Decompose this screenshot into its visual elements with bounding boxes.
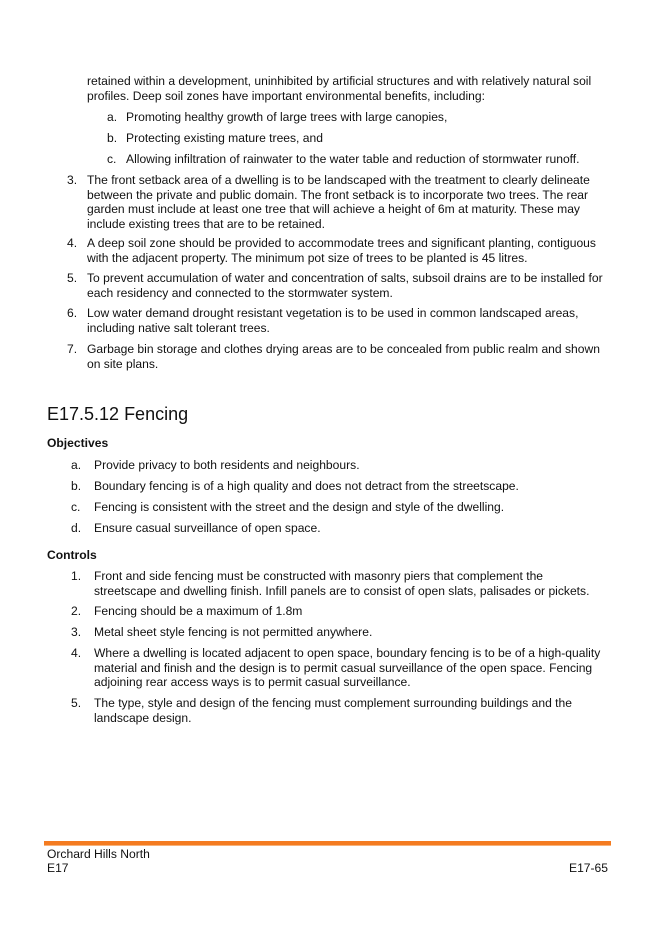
- list-item-line: adjoining rear access ways is to permit casual surveillance.: [94, 675, 411, 690]
- intro-list-item-5: [67, 271, 612, 301]
- list-marker: 3.: [71, 625, 82, 639]
- list-marker: a.: [107, 110, 118, 124]
- list-marker: c.: [71, 500, 81, 514]
- list-item-text: Boundary fencing is of a high quality and does not detract from the streetscape.: [94, 479, 519, 493]
- list-item-line: each residency and connected to the stormwater system.: [87, 285, 393, 300]
- list-item-line: include existing trees that are to be retained.: [87, 216, 325, 231]
- list-marker: d.: [71, 521, 82, 535]
- footer-document-name: Orchard Hills North: [47, 847, 150, 861]
- list-item-line: A deep soil zone should be provided to accommodate trees and significant planting, contiguous: [87, 236, 596, 250]
- list-item-line: The front setback area of a dwelling is to be landscaped with the treatment to clearly delineate: [87, 173, 590, 187]
- list-marker: 5.: [67, 271, 78, 285]
- intro-list-item-6: [67, 306, 612, 336]
- footer-section-code: E17: [47, 861, 69, 875]
- list-item-line: between the private and public domain. The front setback is to incorporate two trees. The rear: [87, 187, 589, 202]
- list-marker: 4.: [71, 646, 82, 660]
- list-item-line: Where a dwelling is located adjacent to open space, boundary fencing is to be of a high-quality: [94, 646, 601, 660]
- list-item-text: Allowing infiltration of rainwater to the water table and reduction of stormwater runoff.: [126, 152, 580, 166]
- list-item-line: Fencing should be a maximum of 1.8m: [94, 604, 303, 618]
- intro-paragraph-line-2: profiles. Deep soil zones have important environmental benefits, including:: [87, 89, 485, 103]
- intro-list-item-4: [67, 236, 612, 266]
- list-marker: 4.: [67, 236, 78, 250]
- control-item-5: [71, 696, 611, 726]
- controls-heading: Controls: [47, 548, 97, 562]
- footer-page-number: E17-65: [569, 861, 608, 875]
- intro-list-item-3: [67, 173, 612, 233]
- list-item-line: To prevent accumulation of water and concentration of salts, subsoil drains are to be installed for: [87, 271, 603, 285]
- list-item-line: Metal sheet style fencing is not permitted anywhere.: [94, 625, 373, 639]
- list-marker: b.: [107, 131, 118, 145]
- control-item-1: [71, 569, 611, 599]
- list-item-text: Promoting healthy growth of large trees with large canopies,: [126, 110, 448, 124]
- intro-list-item-7: [67, 342, 612, 372]
- section-heading: E17.5.12 Fencing: [47, 404, 189, 424]
- list-item-line: material and finish and the design is to permit casual surveillance of the open space. Fencing: [94, 660, 593, 675]
- list-item-text: Ensure casual surveillance of open space.: [94, 521, 321, 535]
- list-item-line: landscape design.: [94, 710, 192, 725]
- list-item-text: Fencing is consistent with the street and the design and style of the dwelling.: [94, 500, 505, 514]
- control-item-4: [71, 646, 611, 691]
- intro-paragraph-line-1: retained within a development, uninhibited by artificial structures and with relatively natural soil: [87, 74, 592, 88]
- list-marker: 6.: [67, 306, 78, 320]
- list-item-text: Provide privacy to both residents and neighbours.: [94, 458, 360, 472]
- list-marker: 5.: [71, 696, 82, 710]
- footer-rule-shadow: [44, 845, 611, 846]
- list-marker: c.: [107, 152, 117, 166]
- list-marker: a.: [71, 458, 82, 472]
- list-item-line: Garbage bin storage and clothes drying areas are to be concealed from public realm and shown: [87, 342, 600, 356]
- list-item-line: garden must include at least one tree that will achieve a height of 6m at maturity. These may: [87, 202, 580, 217]
- list-item-text: Protecting existing mature trees, and: [126, 131, 323, 145]
- list-item-line: Low water demand drought resistant vegetation is to be used in common landscaped areas,: [87, 306, 579, 320]
- objectives-heading: Objectives: [47, 436, 109, 450]
- list-marker: 3.: [67, 173, 78, 187]
- list-marker: 1.: [71, 569, 82, 583]
- list-marker: 2.: [71, 604, 82, 618]
- list-item-line: Front and side fencing must be constructed with masonry piers that complement the: [94, 569, 544, 583]
- list-item-line: with the adjacent property. The minimum pot size of trees to be planted is 45 litres.: [87, 250, 528, 265]
- list-item-line: The type, style and design of the fencing must complement surrounding buildings and the: [94, 696, 572, 710]
- list-item-line: including native salt tolerant trees.: [87, 320, 270, 335]
- list-item-line: streetscape and dwelling finish. Infill panels are to consist of open slats, palisades or pickets.: [94, 583, 590, 598]
- list-marker: b.: [71, 479, 82, 493]
- list-marker: 7.: [67, 342, 78, 356]
- list-item-line: on site plans.: [87, 356, 159, 371]
